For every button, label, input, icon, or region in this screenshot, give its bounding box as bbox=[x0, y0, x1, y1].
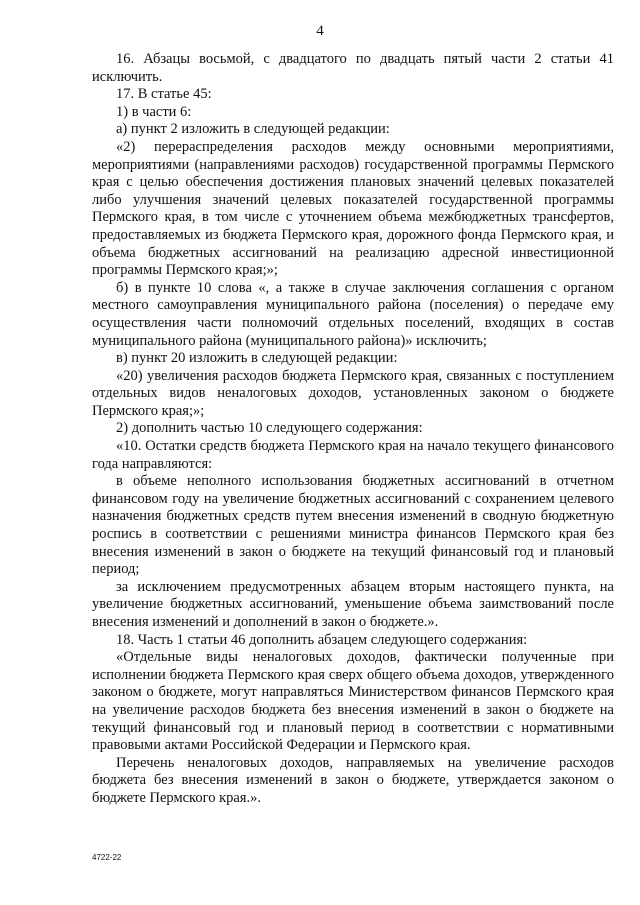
paragraph-17-1-v: в) пункт 20 изложить в следующей редакции: bbox=[116, 350, 398, 367]
document-body bbox=[92, 51, 614, 808]
paragraph-17-1-a: а) пункт 2 изложить в следующей редакции: bbox=[116, 121, 390, 138]
paragraph-18: 18. Часть 1 статьи 46 дополнить абзацем следующего содержания: bbox=[116, 631, 528, 648]
quote-part-10-a: в объеме неполного использования бюджетных ассигнований в отчетном финансовом году на увеличение бюджетных ассигнований с сохранением целевого назначения бюджетных средств путем внесения изменений в сводную бюджетную роспись в соответствии с решениями министра финансов Пермского края без внесения изменений в закон о бюджете на текущий финансовый год и плановый период; bbox=[92, 473, 614, 578]
paragraph-16: 16. Абзацы восьмой, с двадцатого по двадцать пятый части 2 статьи 41 исключить. bbox=[92, 51, 614, 85]
quote-article-46-b: Перечень неналоговых доходов, направляемых на увеличение расходов бюджета без внесения изменений в закон о бюджете, утверждается законом о бюджете Пермского края.». bbox=[92, 754, 614, 806]
quote-item-20: «20) увеличения расходов бюджета Пермского края, связанных с поступлением отдельных видов неналоговых доходов, установленных законом о бюджете Пермского края;»; bbox=[92, 367, 614, 419]
paragraph-17-1: 1) в части 6: bbox=[116, 103, 192, 120]
quote-part-10-b: за исключением предусмотренных абзацем вторым настоящего пункта, на увеличение бюджетных ассигнований, уменьшение объема заимствований после внесения изменений и дополнений в закон о бюджете.». bbox=[92, 578, 614, 630]
quote-part-10: «10. Остатки средств бюджета Пермского края на начало текущего финансового года направляются: bbox=[92, 438, 614, 472]
paragraph-17-1-b: б) в пункте 10 слова «, а также в случае заключения соглашения с органом местного самоуправления муниципального района (поселения) о передаче ему осуществления части полномочий отдельных поселений, входящих в состав муниципального района (муниципального района)» исключить; bbox=[92, 279, 614, 349]
paragraph-17-2: 2) дополнить частью 10 следующего содержания: bbox=[116, 420, 423, 437]
quote-article-46-a: «Отдельные виды неналоговых доходов, фактически полученные при исполнении бюджета Пермского края сверх общего объема доходов, утвержденного законом о бюджете, могут направляться Министерством финансов Пермского края на увеличение расходов бюджета без внесения изменений в закон о бюджете на текущий финансовый год и плановый период в соответствии с нормативными правовыми актами Российской Федерации и Пермского края. bbox=[92, 649, 614, 754]
page-number: 4 bbox=[316, 23, 324, 39]
document-code: 4722-22 bbox=[92, 853, 122, 862]
quote-item-2: «2) перераспределения расходов между основными мероприятиями, мероприятиями (направлениями расходов) государственной программы Пермского края с целью обеспечения достижения плановых значений целевых показателей либо улучшения значений целевых показателей государственной программы Пермского края, в том числе с уточнением объема межбюджетных трансфертов, предоставляемых из бюджета Пермского края, дорожного фонда Пермского края, и объема бюджетных ассигнований на реализацию адресной инвестиционной программы Пермского края;»; bbox=[92, 138, 614, 279]
paragraph-17: 17. В статье 45: bbox=[116, 86, 212, 103]
